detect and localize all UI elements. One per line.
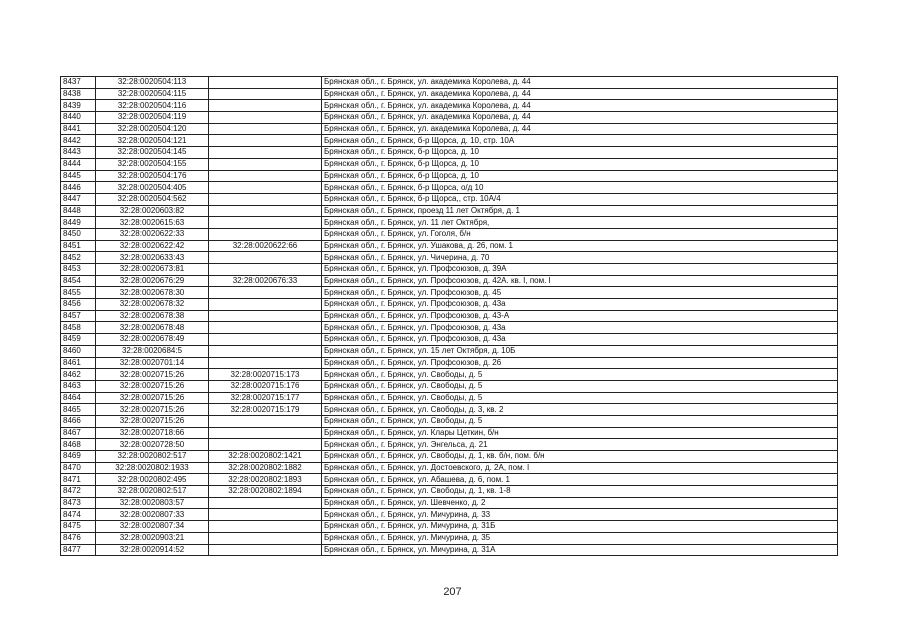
cadastral-number-cell: 32:28:0020678:49 [96,334,209,346]
address-cell: Брянская обл., г. Брянск, б-р Щорса, д. 10 [322,158,838,170]
cadastral-number-cell: 32:28:0020504:562 [96,193,209,205]
table-row [61,334,838,346]
row-number-cell: 8440 [61,112,96,124]
cadastral-number-cell: 32:28:0020802:517 [96,486,209,498]
object-number-cell [209,310,322,322]
table-row [61,322,838,334]
row-number-cell: 8437 [61,77,96,89]
address-cell: Брянская обл., г. Брянск, ул. Профсоюзов, д. 42А. кв. I, пом. I [322,275,838,287]
address-cell: Брянская обл., г. Брянск, ул. Профсоюзов, д. 43а [322,299,838,311]
row-number-cell: 8443 [61,147,96,159]
table-row [61,509,838,521]
cadastral-number-cell: 32:28:0020701:14 [96,357,209,369]
object-number-cell: 32:28:0020802:1421 [209,451,322,463]
address-cell: Брянская обл., г. Брянск, ул. Свободы, д. 5 [322,392,838,404]
address-cell: Брянская обл., г. Брянск, б-р Щорса,, стр. 10А/4 [322,193,838,205]
object-number-cell [209,427,322,439]
cadastral-number-cell: 32:28:0020504:121 [96,135,209,147]
table-row [61,123,838,135]
table-row [61,392,838,404]
address-cell: Брянская обл., г. Брянск, ул. академика Королева, д. 44 [322,88,838,100]
row-number-cell: 8462 [61,369,96,381]
address-cell: Брянская обл., г. Брянск, ул. Профсоюзов, д. 43а [322,334,838,346]
registry-table [60,76,838,556]
row-number-cell: 8477 [61,544,96,556]
table-row [61,462,838,474]
object-number-cell [209,123,322,135]
cadastral-number-cell: 32:28:0020504:116 [96,100,209,112]
row-number-cell: 8476 [61,532,96,544]
address-cell: Брянская обл., г. Брянск, ул. Свободы, д. 3, кв. 2 [322,404,838,416]
table-row [61,228,838,240]
row-number-cell: 8463 [61,380,96,392]
cadastral-number-cell: 32:28:0020715:26 [96,369,209,381]
cadastral-number-cell: 32:28:0020914:52 [96,544,209,556]
table-row [61,427,838,439]
row-number-cell: 8460 [61,345,96,357]
address-cell: Брянская обл., г. Брянск, ул. Мичурина, д. 31Б [322,521,838,533]
table-row [61,415,838,427]
object-number-cell [209,264,322,276]
row-number-cell: 8444 [61,158,96,170]
address-cell: Брянская обл., г. Брянск, ул. 11 лет Октября, [322,217,838,229]
object-number-cell [209,77,322,89]
table-row [61,193,838,205]
cadastral-number-cell: 32:28:0020802:495 [96,474,209,486]
object-number-cell [209,532,322,544]
row-number-cell: 8474 [61,509,96,521]
cadastral-number-cell: 32:28:0020504:405 [96,182,209,194]
cadastral-number-cell: 32:28:0020504:155 [96,158,209,170]
address-cell: Брянская обл., г. Брянск, ул. Клары Цеткин, б/н [322,427,838,439]
row-number-cell: 8457 [61,310,96,322]
cadastral-number-cell: 32:28:0020678:30 [96,287,209,299]
address-cell: Брянская обл., г. Брянск, ул. Шевченко, д. 2 [322,497,838,509]
address-cell: Брянская обл., г. Брянск, б-р Щорса, д. 10 [322,147,838,159]
cadastral-number-cell: 32:28:0020504:115 [96,88,209,100]
table-row [61,439,838,451]
cadastral-number-cell: 32:28:0020504:119 [96,112,209,124]
table-row [61,100,838,112]
table-row [61,486,838,498]
address-cell: Брянская обл., г. Брянск, ул. Гоголя, б/н [322,228,838,240]
cadastral-number-cell: 32:28:0020903:21 [96,532,209,544]
table-row [61,240,838,252]
cadastral-number-cell: 32:28:0020807:33 [96,509,209,521]
table-row [61,170,838,182]
address-cell: Брянская обл., г. Брянск, ул. академика Королева, д. 44 [322,77,838,89]
table-row [61,357,838,369]
object-number-cell: 32:28:0020715:179 [209,404,322,416]
address-cell: Брянская обл., г. Брянск, б-р Щорса, о/д 10 [322,182,838,194]
cadastral-number-cell: 32:28:0020715:26 [96,380,209,392]
cadastral-number-cell: 32:28:0020678:38 [96,310,209,322]
row-number-cell: 8449 [61,217,96,229]
address-cell: Брянская обл., г. Брянск, ул. академика Королева, д. 44 [322,123,838,135]
object-number-cell [209,544,322,556]
object-number-cell [209,322,322,334]
cadastral-number-cell: 32:28:0020715:26 [96,404,209,416]
object-number-cell [209,252,322,264]
object-number-cell: 32:28:0020802:1882 [209,462,322,474]
address-cell: Брянская обл., г. Брянск, ул. Свободы, д. 1, кв. 1-8 [322,486,838,498]
cadastral-number-cell: 32:28:0020622:42 [96,240,209,252]
table-row [61,287,838,299]
row-number-cell: 8455 [61,287,96,299]
address-cell: Брянская обл., г. Брянск, ул. Профсоюзов, д. 43-А [322,310,838,322]
address-cell: Брянская обл., г. Брянск, ул. Чичерина, д. 70 [322,252,838,264]
page-number: 207 [443,586,462,598]
address-cell: Брянская обл., г. Брянск, ул. Ушакова, д. 26, пом. 1 [322,240,838,252]
cadastral-number-cell: 32:28:0020678:48 [96,322,209,334]
object-number-cell [209,100,322,112]
cadastral-number-cell: 32:28:0020603:82 [96,205,209,217]
object-number-cell: 32:28:0020715:173 [209,369,322,381]
row-number-cell: 8441 [61,123,96,135]
object-number-cell [209,88,322,100]
address-cell: Брянская обл., г. Брянск, б-р Щорса, д. 10, стр. 10А [322,135,838,147]
table-row [61,264,838,276]
row-number-cell: 8439 [61,100,96,112]
object-number-cell [209,205,322,217]
address-cell: Брянская обл., г. Брянск, ул. Свободы, д. 5 [322,415,838,427]
address-cell: Брянская обл., г. Брянск, ул. Профсоюзов, д. 39А [322,264,838,276]
object-number-cell: 32:28:0020715:176 [209,380,322,392]
row-number-cell: 8451 [61,240,96,252]
object-number-cell: 32:28:0020802:1893 [209,474,322,486]
table-row [61,252,838,264]
cadastral-number-cell: 32:28:0020803:57 [96,497,209,509]
object-number-cell [209,147,322,159]
object-number-cell [209,193,322,205]
cadastral-number-cell: 32:28:0020504:145 [96,147,209,159]
cadastral-number-cell: 32:28:0020715:26 [96,392,209,404]
table-row [61,205,838,217]
object-number-cell [209,497,322,509]
address-cell: Брянская обл., г. Брянск, ул. Мичурина, д. 33 [322,509,838,521]
table-row [61,275,838,287]
row-number-cell: 8465 [61,404,96,416]
table-row [61,158,838,170]
cadastral-number-cell: 32:28:0020684:5 [96,345,209,357]
object-number-cell [209,334,322,346]
row-number-cell: 8450 [61,228,96,240]
cadastral-number-cell: 32:28:0020715:26 [96,415,209,427]
row-number-cell: 8464 [61,392,96,404]
object-number-cell: 32:28:0020622:66 [209,240,322,252]
table-row [61,497,838,509]
cadastral-number-cell: 32:28:0020676:29 [96,275,209,287]
cadastral-number-cell: 32:28:0020802:1933 [96,462,209,474]
row-number-cell: 8473 [61,497,96,509]
address-cell: Брянская обл., г. Брянск, б-р Щорса, д. 10 [322,170,838,182]
address-cell: Брянская обл., г. Брянск, ул. академика Королева, д. 44 [322,100,838,112]
row-number-cell: 8438 [61,88,96,100]
address-cell: Брянская обл., г. Брянск, ул. Абашева, д. 6, пом. 1 [322,474,838,486]
cadastral-number-cell: 32:28:0020615:63 [96,217,209,229]
object-number-cell [209,357,322,369]
object-number-cell [209,135,322,147]
object-number-cell [209,299,322,311]
row-number-cell: 8448 [61,205,96,217]
registry-table-body [61,77,838,556]
object-number-cell: 32:28:0020676:33 [209,275,322,287]
row-number-cell: 8470 [61,462,96,474]
table-row [61,299,838,311]
table-row [61,532,838,544]
cadastral-number-cell: 32:28:0020802:517 [96,451,209,463]
row-number-cell: 8472 [61,486,96,498]
row-number-cell: 8475 [61,521,96,533]
object-number-cell [209,345,322,357]
address-cell: Брянская обл., г. Брянск, ул. Профсоюзов, д. 43а [322,322,838,334]
row-number-cell: 8467 [61,427,96,439]
table-row [61,380,838,392]
table-row [61,310,838,322]
address-cell: Брянская обл., г. Брянск, ул. Энгельса, д. 21 [322,439,838,451]
object-number-cell [209,287,322,299]
row-number-cell: 8452 [61,252,96,264]
object-number-cell [209,170,322,182]
object-number-cell [209,521,322,533]
row-number-cell: 8469 [61,451,96,463]
row-number-cell: 8466 [61,415,96,427]
row-number-cell: 8447 [61,193,96,205]
row-number-cell: 8471 [61,474,96,486]
table-row [61,345,838,357]
table-row [61,217,838,229]
cadastral-number-cell: 32:28:0020633:43 [96,252,209,264]
object-number-cell [209,112,322,124]
cadastral-number-cell: 32:28:0020622:33 [96,228,209,240]
cadastral-number-cell: 32:28:0020504:113 [96,77,209,89]
object-number-cell [209,439,322,451]
row-number-cell: 8442 [61,135,96,147]
table-row [61,451,838,463]
table-row [61,182,838,194]
address-cell: Брянская обл., г. Брянск, ул. Свободы, д. 5 [322,369,838,381]
object-number-cell [209,228,322,240]
row-number-cell: 8459 [61,334,96,346]
cadastral-number-cell: 32:28:0020678:32 [96,299,209,311]
table-row [61,88,838,100]
table-row [61,474,838,486]
row-number-cell: 8468 [61,439,96,451]
row-number-cell: 8461 [61,357,96,369]
address-cell: Брянская обл., г. Брянск, ул. Достоевского, д. 2А, пом. I [322,462,838,474]
table-row [61,77,838,89]
object-number-cell: 32:28:0020715:177 [209,392,322,404]
address-cell: Брянская обл., г. Брянск, ул. Профсоюзов, д. 45 [322,287,838,299]
cadastral-number-cell: 32:28:0020728:50 [96,439,209,451]
table-row [61,404,838,416]
row-number-cell: 8446 [61,182,96,194]
table-row [61,112,838,124]
cadastral-number-cell: 32:28:0020504:120 [96,123,209,135]
address-cell: Брянская обл., г. Брянск, ул. Свободы, д. 1, кв. б/н, пом. б/н [322,451,838,463]
table-row [61,147,838,159]
object-number-cell: 32:28:0020802:1894 [209,486,322,498]
object-number-cell [209,217,322,229]
object-number-cell [209,509,322,521]
cadastral-number-cell: 32:28:0020673:81 [96,264,209,276]
row-number-cell: 8445 [61,170,96,182]
object-number-cell [209,182,322,194]
table-row [61,544,838,556]
address-cell: Брянская обл., г. Брянск, ул. Профсоюзов, д. 26 [322,357,838,369]
address-cell: Брянская обл., г. Брянск, проезд 11 лет Октября, д. 1 [322,205,838,217]
address-cell: Брянская обл., г. Брянск, ул. 15 лет Октября, д. 10Б [322,345,838,357]
object-number-cell [209,415,322,427]
cadastral-number-cell: 32:28:0020504:176 [96,170,209,182]
row-number-cell: 8458 [61,322,96,334]
address-cell: Брянская обл., г. Брянск, ул. Мичурина, д. 31А [322,544,838,556]
address-cell: Брянская обл., г. Брянск, ул. Свободы, д. 5 [322,380,838,392]
row-number-cell: 8456 [61,299,96,311]
address-cell: Брянская обл., г. Брянск, ул. Мичурина, д. 35 [322,532,838,544]
table-row [61,521,838,533]
cadastral-number-cell: 32:28:0020807:34 [96,521,209,533]
table-row [61,135,838,147]
row-number-cell: 8454 [61,275,96,287]
address-cell: Брянская обл., г. Брянск, ул. академика Королева, д. 44 [322,112,838,124]
table-row [61,369,838,381]
object-number-cell [209,158,322,170]
row-number-cell: 8453 [61,264,96,276]
cadastral-number-cell: 32:28:0020718:66 [96,427,209,439]
